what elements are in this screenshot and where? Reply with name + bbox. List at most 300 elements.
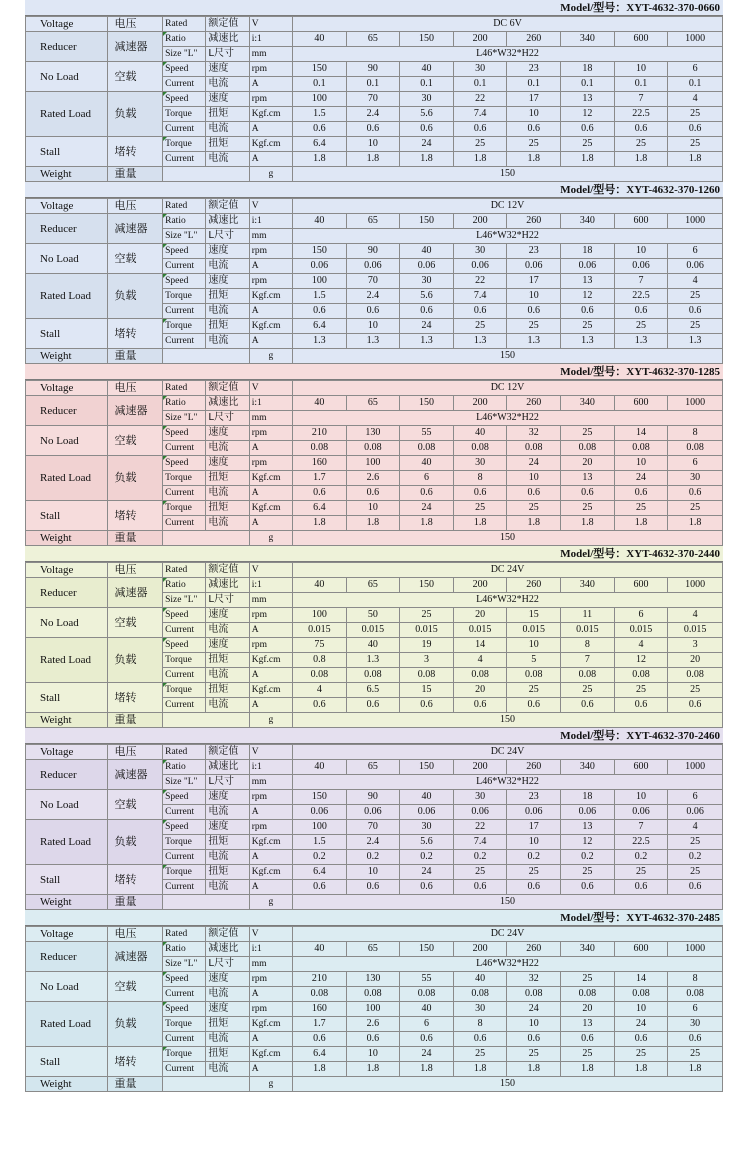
value-cell: 0.08 (293, 441, 347, 456)
value-cell: 0.6 (293, 122, 347, 137)
value-cell: 0.06 (668, 259, 723, 274)
value-cell: 0.015 (614, 623, 668, 638)
param-en: Ratio (163, 214, 206, 229)
param-cn: 电流 (206, 850, 249, 865)
value-cell: 0.06 (507, 259, 561, 274)
param-en: Torque (163, 653, 206, 668)
value-cell: 0.08 (561, 668, 615, 683)
value-cell: 0.6 (453, 1032, 507, 1047)
value-cell: 24 (614, 471, 668, 486)
table-row (26, 578, 723, 593)
value-cell: 0.6 (668, 122, 723, 137)
row-label-cn: 空载 (108, 608, 163, 638)
row-label-cn: 负载 (108, 274, 163, 319)
value-cell: 22 (453, 274, 507, 289)
row-label-en: No Load (26, 790, 108, 820)
value-cell: 8 (668, 426, 723, 441)
value-cell: 4 (668, 92, 723, 107)
unit-cell: A (249, 334, 292, 349)
value-cell: 1.3 (346, 334, 400, 349)
model-block (25, 182, 723, 364)
value-cell: 20 (561, 456, 615, 471)
unit-cell: V (249, 381, 292, 396)
value-cell: 1.7 (293, 1017, 347, 1032)
value-cell: 6 (668, 456, 723, 471)
value-cell: 4 (668, 608, 723, 623)
unit-cell: mm (249, 593, 292, 608)
param-en: Torque (163, 501, 206, 516)
value-cell: 65 (346, 396, 400, 411)
param-cn: 电流 (206, 623, 249, 638)
unit-cell: A (249, 698, 292, 713)
unit-cell: Kgf.cm (249, 471, 292, 486)
value-cell: 0.6 (400, 122, 454, 137)
param-cn: 额定值 (206, 927, 249, 942)
value-cell: 0.6 (400, 880, 454, 895)
value-cell: 22.5 (614, 289, 668, 304)
value-cell: 0.6 (561, 880, 615, 895)
value-cell: 55 (400, 426, 454, 441)
row-label-cn: 负载 (108, 820, 163, 865)
value-cell: 25 (400, 608, 454, 623)
value-cell: 24 (400, 137, 454, 152)
value-cell: 0.6 (561, 304, 615, 319)
value-cell: 260 (507, 578, 561, 593)
value-cell: 0.06 (561, 259, 615, 274)
value-cell: 1.8 (400, 152, 454, 167)
param-cn: 速度 (206, 274, 249, 289)
unit-cell: A (249, 805, 292, 820)
value-cell: 24 (507, 1002, 561, 1017)
unit-cell: A (249, 259, 292, 274)
value-cell: 10 (507, 1017, 561, 1032)
value-cell: 150 (400, 942, 454, 957)
value-cell: 1.8 (614, 152, 668, 167)
value-cell: 600 (614, 214, 668, 229)
row-label-cn: 空载 (108, 790, 163, 820)
param-en: Current (163, 987, 206, 1002)
value-cell: 0.6 (453, 304, 507, 319)
value-cell: 3 (400, 653, 454, 668)
table-row (26, 942, 723, 957)
table-row (26, 349, 723, 364)
model-block (25, 728, 723, 910)
spanning-value: L46*W32*H22 (293, 229, 723, 244)
value-cell: 1.8 (293, 1062, 347, 1077)
value-cell: 150 (400, 396, 454, 411)
table-row (26, 396, 723, 411)
value-cell: 65 (346, 942, 400, 957)
row-label-en: No Load (26, 244, 108, 274)
row-label-cn: 重量 (108, 1077, 163, 1092)
param-cn: 扭矩 (206, 107, 249, 122)
row-label-cn: 减速器 (108, 760, 163, 790)
value-cell: 25 (507, 683, 561, 698)
value-cell: 100 (293, 92, 347, 107)
value-cell: 0.6 (346, 1032, 400, 1047)
value-cell: 22.5 (614, 107, 668, 122)
value-cell: 30 (453, 1002, 507, 1017)
param-cn: 电流 (206, 334, 249, 349)
value-cell: 20 (561, 1002, 615, 1017)
value-cell: 10 (614, 790, 668, 805)
param-en: Speed (163, 274, 206, 289)
value-cell: 0.2 (400, 850, 454, 865)
value-cell: 25 (668, 1047, 723, 1062)
param-cn: L尺寸 (206, 957, 249, 972)
value-cell: 40 (400, 1002, 454, 1017)
value-cell: 25 (614, 865, 668, 880)
model-block (25, 546, 723, 728)
value-cell: 12 (561, 835, 615, 850)
row-label-en: Reducer (26, 214, 108, 244)
value-cell: 0.06 (614, 259, 668, 274)
table-row (26, 713, 723, 728)
value-cell: 1.8 (561, 1062, 615, 1077)
value-cell: 600 (614, 942, 668, 957)
value-cell: 1.8 (614, 516, 668, 531)
value-cell: 24 (400, 865, 454, 880)
unit-cell: A (249, 623, 292, 638)
value-cell: 1.5 (293, 835, 347, 850)
value-cell: 23 (507, 62, 561, 77)
unit-cell: rpm (249, 972, 292, 987)
param-empty (163, 713, 250, 728)
value-cell: 1.8 (614, 1062, 668, 1077)
value-cell: 100 (293, 608, 347, 623)
value-cell: 0.6 (346, 698, 400, 713)
param-en: Ratio (163, 578, 206, 593)
value-cell: 10 (346, 865, 400, 880)
unit-cell: rpm (249, 456, 292, 471)
value-cell: 0.6 (668, 880, 723, 895)
value-cell: 6.4 (293, 137, 347, 152)
value-cell: 40 (453, 426, 507, 441)
value-cell: 25 (668, 865, 723, 880)
value-cell: 150 (400, 578, 454, 593)
table-row (26, 760, 723, 775)
param-cn: 扭矩 (206, 1017, 249, 1032)
value-cell: 10 (346, 137, 400, 152)
row-label-en: Rated Load (26, 92, 108, 137)
param-empty (163, 1077, 250, 1092)
value-cell: 30 (668, 1017, 723, 1032)
value-cell: 1000 (668, 578, 723, 593)
value-cell: 12 (561, 107, 615, 122)
value-cell: 260 (507, 942, 561, 957)
param-en: Current (163, 850, 206, 865)
param-en: Current (163, 805, 206, 820)
value-cell: 0.06 (561, 805, 615, 820)
value-cell: 55 (400, 972, 454, 987)
value-cell: 12 (614, 653, 668, 668)
param-cn: 速度 (206, 972, 249, 987)
value-cell: 7 (614, 92, 668, 107)
value-cell: 0.6 (453, 122, 507, 137)
value-cell: 6.4 (293, 1047, 347, 1062)
value-cell: 0.08 (400, 668, 454, 683)
value-cell: 1.8 (507, 516, 561, 531)
value-cell: 600 (614, 32, 668, 47)
value-cell: 600 (614, 760, 668, 775)
row-label-en: Weight (26, 531, 108, 546)
value-cell: 0.6 (346, 880, 400, 895)
value-cell: 25 (507, 501, 561, 516)
value-cell: 23 (507, 244, 561, 259)
value-cell: 600 (614, 396, 668, 411)
param-cn: 扭矩 (206, 835, 249, 850)
value-cell: 65 (346, 32, 400, 47)
value-cell: 17 (507, 92, 561, 107)
param-en: Torque (163, 107, 206, 122)
row-label-cn: 减速器 (108, 32, 163, 62)
value-cell: 65 (346, 578, 400, 593)
unit-cell: rpm (249, 274, 292, 289)
param-en: Torque (163, 471, 206, 486)
value-cell: 0.08 (346, 987, 400, 1002)
table-row (26, 214, 723, 229)
value-cell: 1.8 (507, 1062, 561, 1077)
value-cell: 0.1 (507, 77, 561, 92)
value-cell: 0.2 (668, 850, 723, 865)
param-en: Rated (163, 381, 206, 396)
param-cn: 电流 (206, 1062, 249, 1077)
spec-sheet (25, 0, 723, 1092)
spanning-value: L46*W32*H22 (293, 411, 723, 426)
value-cell: 25 (507, 319, 561, 334)
value-cell: 25 (668, 835, 723, 850)
value-cell: 25 (561, 137, 615, 152)
value-cell: 25 (614, 683, 668, 698)
param-cn: 电流 (206, 486, 249, 501)
model-block (25, 0, 723, 182)
value-cell: 8 (453, 471, 507, 486)
row-label-cn: 堵转 (108, 683, 163, 713)
table-row (26, 531, 723, 546)
value-cell: 260 (507, 760, 561, 775)
unit-cell: Kgf.cm (249, 501, 292, 516)
model-title: Model/型号：XYT-4632-370-1260 (25, 182, 723, 198)
value-cell: 1.3 (346, 653, 400, 668)
row-label-en: Stall (26, 683, 108, 713)
spec-table (25, 562, 723, 728)
table-row (26, 426, 723, 441)
value-cell: 0.6 (668, 1032, 723, 1047)
row-label-en: Voltage (26, 17, 108, 32)
value-cell: 25 (561, 865, 615, 880)
param-cn: 扭矩 (206, 471, 249, 486)
value-cell: 0.1 (346, 77, 400, 92)
value-cell: 1.8 (346, 1062, 400, 1077)
value-cell: 1.8 (453, 1062, 507, 1077)
value-cell: 25 (561, 426, 615, 441)
param-en: Speed (163, 972, 206, 987)
value-cell: 40 (400, 790, 454, 805)
row-label-cn: 堵转 (108, 501, 163, 531)
param-cn: 电流 (206, 987, 249, 1002)
param-cn: 额定值 (206, 17, 249, 32)
value-cell: 0.08 (668, 668, 723, 683)
value-cell: 15 (507, 608, 561, 623)
value-cell: 0.6 (507, 486, 561, 501)
value-cell: 0.08 (668, 987, 723, 1002)
value-cell: 10 (346, 501, 400, 516)
value-cell: 0.06 (400, 805, 454, 820)
value-cell: 150 (293, 62, 347, 77)
value-cell: 0.6 (453, 880, 507, 895)
value-cell: 1.3 (507, 334, 561, 349)
value-cell: 0.1 (561, 77, 615, 92)
value-cell: 18 (561, 790, 615, 805)
unit-cell: V (249, 199, 292, 214)
value-cell: 2.6 (346, 471, 400, 486)
row-label-cn: 空载 (108, 972, 163, 1002)
value-cell: 32 (507, 972, 561, 987)
value-cell: 25 (668, 107, 723, 122)
value-cell: 6 (400, 471, 454, 486)
param-cn: 速度 (206, 820, 249, 835)
param-cn: 减速比 (206, 760, 249, 775)
value-cell: 1.7 (293, 471, 347, 486)
value-cell: 25 (507, 865, 561, 880)
param-en: Size "L" (163, 229, 206, 244)
unit-cell: Kgf.cm (249, 1017, 292, 1032)
value-cell: 0.06 (668, 805, 723, 820)
value-cell: 10 (614, 62, 668, 77)
weight-value: 150 (293, 349, 723, 364)
value-cell: 7.4 (453, 289, 507, 304)
value-cell: 210 (293, 972, 347, 987)
value-cell: 10 (614, 456, 668, 471)
value-cell: 18 (561, 62, 615, 77)
row-label-cn: 负载 (108, 92, 163, 137)
value-cell: 1000 (668, 32, 723, 47)
unit-cell: g (249, 349, 292, 364)
row-label-cn: 重量 (108, 713, 163, 728)
value-cell: 0.6 (614, 486, 668, 501)
row-label-en: Voltage (26, 381, 108, 396)
param-cn: 速度 (206, 790, 249, 805)
unit-cell: A (249, 880, 292, 895)
param-cn: 速度 (206, 244, 249, 259)
value-cell: 25 (561, 972, 615, 987)
value-cell: 3 (668, 638, 723, 653)
row-label-en: Reducer (26, 942, 108, 972)
param-en: Torque (163, 137, 206, 152)
value-cell: 1.3 (400, 334, 454, 349)
value-cell: 17 (507, 274, 561, 289)
value-cell: 150 (293, 244, 347, 259)
row-label-en: Weight (26, 713, 108, 728)
param-en: Current (163, 122, 206, 137)
value-cell: 1000 (668, 396, 723, 411)
value-cell: 0.06 (346, 805, 400, 820)
value-cell: 25 (453, 501, 507, 516)
value-cell: 30 (453, 62, 507, 77)
value-cell: 0.8 (293, 653, 347, 668)
param-en: Size "L" (163, 47, 206, 62)
value-cell: 24 (507, 456, 561, 471)
value-cell: 0.6 (668, 304, 723, 319)
value-cell: 4 (668, 820, 723, 835)
param-en: Current (163, 152, 206, 167)
spanning-value: DC 12V (293, 199, 723, 214)
value-cell: 22 (453, 92, 507, 107)
value-cell: 1.8 (668, 152, 723, 167)
value-cell: 130 (346, 426, 400, 441)
row-label-en: Stall (26, 501, 108, 531)
value-cell: 0.08 (561, 441, 615, 456)
value-cell: 5.6 (400, 289, 454, 304)
value-cell: 0.2 (507, 850, 561, 865)
value-cell: 30 (400, 92, 454, 107)
value-cell: 1000 (668, 214, 723, 229)
value-cell: 25 (614, 319, 668, 334)
param-cn: 减速比 (206, 578, 249, 593)
param-en: Speed (163, 638, 206, 653)
value-cell: 6.4 (293, 319, 347, 334)
value-cell: 0.6 (293, 486, 347, 501)
unit-cell: A (249, 122, 292, 137)
param-en: Size "L" (163, 593, 206, 608)
spec-table (25, 16, 723, 182)
row-label-en: Stall (26, 1047, 108, 1077)
param-cn: 电流 (206, 516, 249, 531)
value-cell: 0.1 (293, 77, 347, 92)
param-cn: 速度 (206, 1002, 249, 1017)
param-cn: 减速比 (206, 214, 249, 229)
value-cell: 25 (561, 319, 615, 334)
value-cell: 0.6 (614, 122, 668, 137)
value-cell: 1.8 (293, 152, 347, 167)
value-cell: 200 (453, 32, 507, 47)
param-cn: L尺寸 (206, 47, 249, 62)
param-en: Torque (163, 319, 206, 334)
row-label-en: Voltage (26, 199, 108, 214)
row-label-cn: 减速器 (108, 214, 163, 244)
value-cell: 340 (561, 760, 615, 775)
value-cell: 40 (346, 638, 400, 653)
value-cell: 10 (614, 1002, 668, 1017)
value-cell: 0.2 (614, 850, 668, 865)
value-cell: 40 (400, 62, 454, 77)
param-en: Current (163, 668, 206, 683)
value-cell: 23 (507, 790, 561, 805)
value-cell: 24 (400, 501, 454, 516)
param-cn: L尺寸 (206, 775, 249, 790)
unit-cell: A (249, 1062, 292, 1077)
table-row (26, 563, 723, 578)
value-cell: 1.3 (453, 334, 507, 349)
param-cn: 扭矩 (206, 319, 249, 334)
unit-cell: g (249, 713, 292, 728)
value-cell: 90 (346, 62, 400, 77)
spanning-value: DC 6V (293, 17, 723, 32)
value-cell: 0.6 (346, 486, 400, 501)
value-cell: 0.6 (293, 304, 347, 319)
param-empty (163, 167, 250, 182)
model-title: Model/型号：XYT-4632-370-2460 (25, 728, 723, 744)
value-cell: 0.6 (346, 304, 400, 319)
value-cell: 2.4 (346, 107, 400, 122)
param-en: Speed (163, 244, 206, 259)
param-cn: 扭矩 (206, 683, 249, 698)
value-cell: 10 (507, 107, 561, 122)
spec-table (25, 380, 723, 546)
value-cell: 30 (453, 790, 507, 805)
value-cell: 150 (400, 32, 454, 47)
value-cell: 2.6 (346, 1017, 400, 1032)
